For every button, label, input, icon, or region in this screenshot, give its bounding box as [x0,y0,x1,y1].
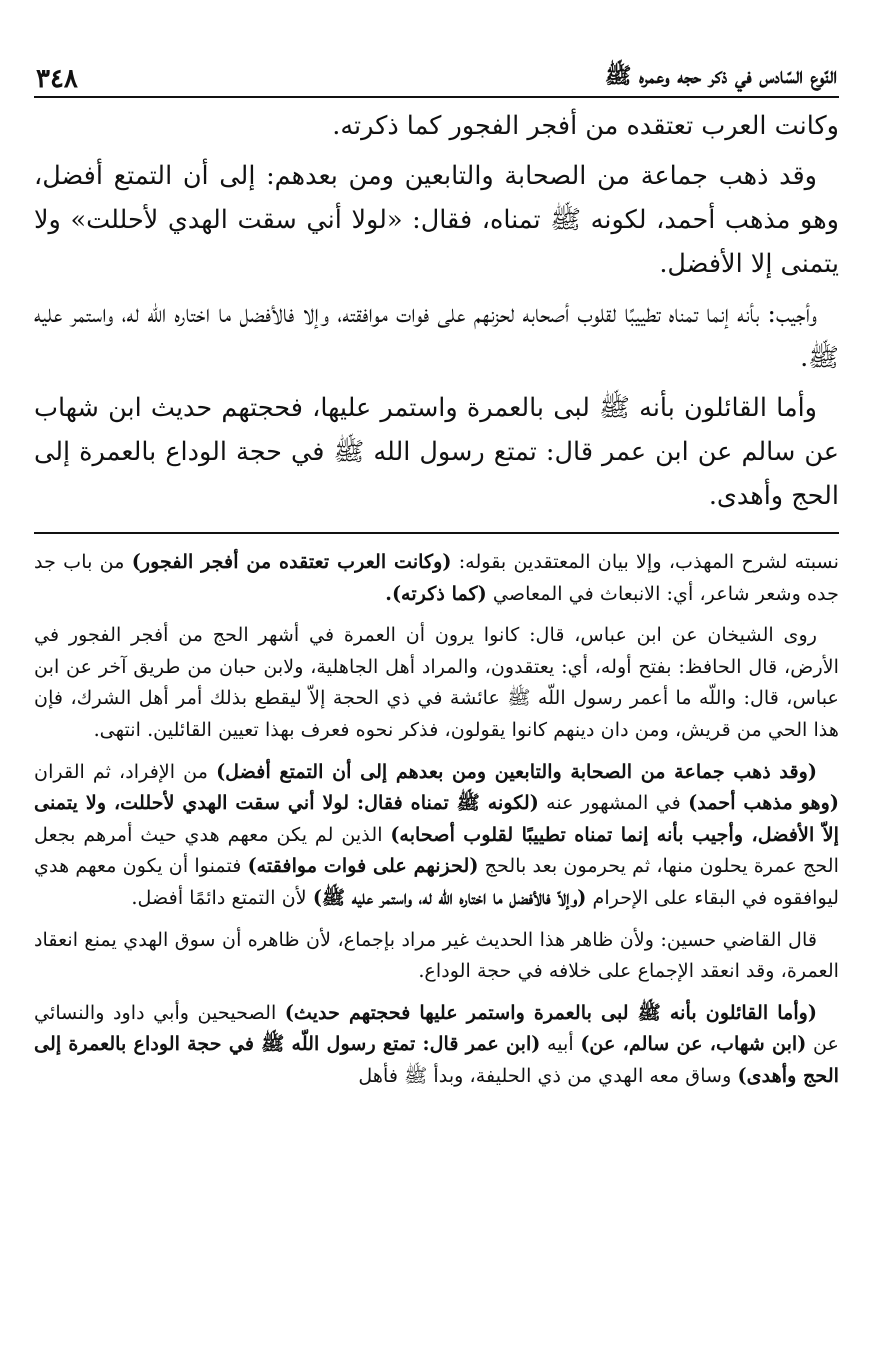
footnote-quote: (وهو مذهب أحمد) [688,791,839,815]
footnote-paragraph [34,924,839,987]
footnote-text: الذين لم يكن معهم هدي حيث أمرهم بجعل الحج عمرة يحلون منها، ثم يحرمون بعد بالحج [34,822,839,878]
footnote-text: فتمنوا أن يكون معهم هدي ليوافقوه في البقاء على الإحرام [34,854,839,909]
footnote-paragraph [34,619,839,745]
main-paragraph: وأما القائلون بأنه ﷺ لبى بالعمرة واستمر عليها، فحجتهم حديث ابن شهاب عن سالم عن ابن عمر قال: تمتع رسول الله ﷺ في حجة الوداع بالعمرة إلى الحج وأهدى. [34,393,839,511]
main-paragraph: وقد ذهب جماعة من الصحابة والتابعين ومن بعدهم: إلى أن التمتع أفضل، وهو مذهب أحمد، لكونه ﷺ تمناه، فقال: «لولا أني سقت الهدي لأحللت» ولا يتمنى إلا الأفضل. [34,161,839,279]
page-header [34,44,839,98]
footnote-quote: (وقد ذهب جماعة من الصحابة والتابعين ومن بعدهم إلى أن التمتع أفضل) [216,759,817,783]
footnote-paragraph [34,546,839,609]
running-title: النّوع السّادس في ذكر حجه وعمره ﷺ [604,63,837,89]
main-text [34,104,839,518]
footnotes [34,546,839,1092]
page-number: ٣٤٨ [36,64,78,94]
footnote-text: أبيه [540,1032,581,1056]
footnote-text: نسبته لشرح المهذب، وإلا بيان المعتقدين بقوله: [451,550,839,573]
footnote-quote: (ابن عمر قال: تمتع رسول اللّه ﷺ في حجة الوداع بالعمرة إلى الحج وأهدى) [34,1032,839,1087]
footnote-paragraph [34,756,839,914]
footnote-separator [34,532,839,534]
footnote-paragraph [34,997,839,1092]
footnote-text: وساق معه الهدي من ذي الحليفة، وبدأ ﷺ فأهل [358,1063,738,1087]
footnote-text: من الإفراد، ثم القران [34,759,217,783]
footnote-quote: (وإلاّ فالأفضل ما اختاره اللّه له، واستمر عليه ﷺ) [312,885,587,909]
main-paragraph: وأجيب: بأنه إنما تمناه تطييبًا لقلوب أصحابه لحزنهم على فوات موافقته، وإلا فالأفضل ما اختاره الله له، واستمر عليه ﷺ. [34,299,839,373]
footnote-text: في المشهور عنه [538,791,689,815]
footnote-quote: (كما ذكرته). [385,581,487,605]
footnote-text: قال القاضي حسين: ولأن ظاهر هذا الحديث غير مراد بإجماع، لأن ظاهره أن سوق الهدي يمنع انعقاد العمرة، وقد انعقد الإجماع على خلافه في حجة الوداع. [34,927,839,983]
footnote-text: من باب جد جده وشعر شاعر، أي: الانبعاث في المعاصي [34,550,839,605]
footnote-text: الصحيحين وأبي داود والنسائي عن [34,1000,840,1056]
footnote-quote: (لكونه ﷺ تمناه فقال: لولا أني سقت الهدي لأحللت، ولا يتمنى إلاّ الأفضل، وأجيب بأنه إنما تمناه تطييبًا لقلوب أصحابه) [34,791,839,846]
footnote-text: روى الشيخان عن ابن عباس، قال: كانوا يرون أن العمرة في أشهر الحج من أفجر الفجور في الأرض، قال الحافظ: بفتح أوله، أي: يعتقدون، والمراد أهل الجاهلية، ولابن حبان من طريق آخر عن ابن عباس، قال: واللّه ما أعمر رسول اللّه ﷺ عائشة في ذي الحجة إلاّ ليقطع بذلك أمر أهل الشرك، فإن هذا الحي من قريش، ومن دان دينهم كانوا يقولون، فذكر نحوه فعرف بهذا تعيين القائلين. انتهى. [34,623,839,741]
main-paragraph: وكانت العرب تعتقده من أفجر الفجور كما ذكرته. [332,111,839,141]
footnote-text: لأن التمتع دائمًا أفضل. [131,885,313,909]
footnote-quote: (وأما القائلون بأنه ﷺ لبى بالعمرة واستمر عليها فحجتهم حديث) [284,1000,817,1024]
footnote-quote: (وكانت العرب تعتقده من أفجر الفجور) [131,550,452,573]
footnote-quote: (لحزنهم على فوات موافقته) [247,854,479,878]
footnote-quote: (ابن شهاب، عن سالم، عن) [580,1032,807,1056]
